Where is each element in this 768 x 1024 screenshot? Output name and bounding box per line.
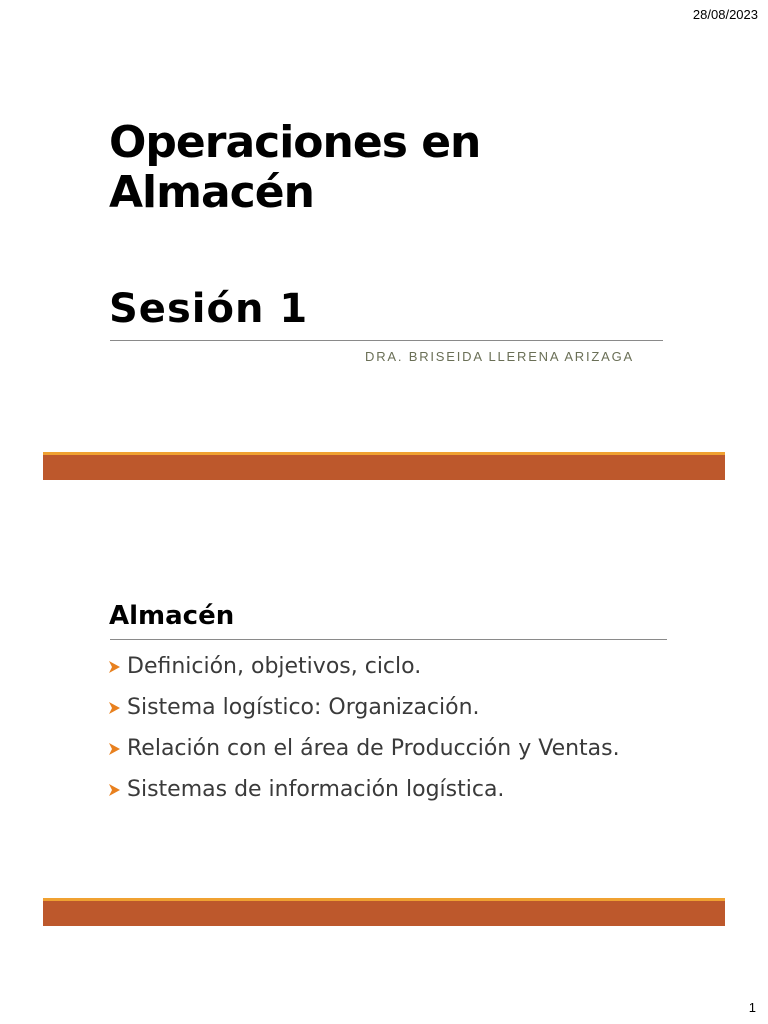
arrow-bullet-icon (105, 738, 127, 760)
page-number: 1 (748, 1000, 756, 1015)
session-heading: Sesión 1 (109, 286, 309, 332)
slide-title-line-1: Operaciones en (109, 117, 481, 168)
section-divider (110, 639, 667, 640)
slide-separator-band (43, 898, 725, 926)
list-item (105, 687, 620, 728)
arrow-bullet-icon (105, 656, 127, 678)
list-item-text: Relación con el área de Producción y Ventas. (127, 736, 620, 761)
arrow-bullet-icon (105, 779, 127, 801)
section-heading: Almacén (109, 601, 235, 631)
list-item-text: Sistemas de información logística. (127, 777, 505, 802)
topic-list (105, 646, 620, 810)
slide-title (109, 118, 669, 218)
list-item-text: Sistema logístico: Organización. (127, 695, 480, 720)
slide-title-line-2: Almacén (109, 167, 314, 218)
title-divider (110, 340, 663, 341)
arrow-bullet-icon (105, 697, 127, 719)
print-date: 28/08/2023 (692, 7, 758, 22)
list-item-text: Definición, objetivos, ciclo. (127, 654, 422, 679)
list-item (105, 646, 620, 687)
list-item (105, 728, 620, 769)
list-item (105, 769, 620, 810)
author-name: DRA. BRISEIDA LLERENA ARIZAGA (365, 349, 634, 364)
slide-separator-band (43, 452, 725, 480)
